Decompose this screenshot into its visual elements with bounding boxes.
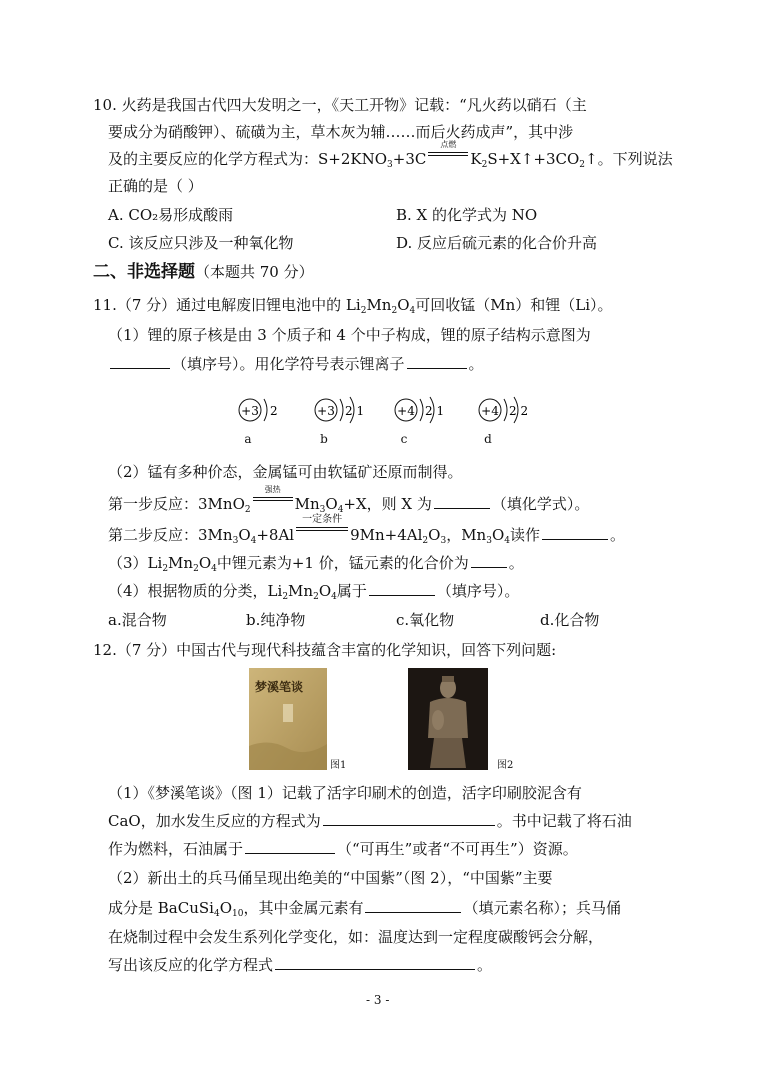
q11-choice-c: c.氧化物 [396,611,455,629]
section-heading: 二、非选择题（本题共 70 分） [93,262,314,282]
q12-p1-line2: CaO，加水发生反应的方程式为 。书中记载了将石油 [108,812,632,830]
svg-text:+4: +4 [481,404,499,418]
figure-1-caption: 图1 [330,760,347,771]
svg-text:+3: +3 [241,404,259,418]
svg-text:+3: +3 [317,404,335,418]
svg-text:+4: +4 [397,404,415,418]
atom-label-c: c [400,432,408,446]
q11-p1-line1: （1）锂的原子核是由 3 个质子和 4 个中子构成，锂的原子结构示意图为 [108,326,591,344]
svg-text:2 2: 2 2 [509,404,529,418]
svg-text:2 1: 2 1 [425,404,445,418]
atom-label-a: a [244,432,252,446]
figure-2-caption: 图2 [497,760,514,771]
q10-option-d: D. 反应后硫元素的化合价升高 [396,234,598,252]
atom-label-d: d [484,432,492,446]
atom-diagram-b [312,396,372,446]
q11-p1-line2: （填序号）。用化学符号表示锂离子 。 [108,354,484,374]
q11-choice-b: b.纯净物 [246,611,306,629]
q11-choice-a: a.混合物 [108,611,167,629]
figure-1-book-cover [249,668,327,774]
q10-line1: 10. 火药是我国古代四大发明之一，《天工开物》记载：“凡火药以硝石（主 [93,96,587,114]
book-title: 梦溪笔谈 [255,680,304,694]
q10-equation-line: 及的主要反应的化学方程式为：$S+2KNO_3+3C$ 点燃 $K_2S+X↑+3CO_2↑$。下列说法 [108,140,673,170]
q10-option-b: B. X 的化学式为 NO [396,206,538,224]
condition-arrow-strong-heat: 强热 [251,494,295,514]
q10-option-a: A. CO₂易形成酸雨 [108,206,234,224]
q12-stem: 12.（7 分）中国古代与现代科技蕴含丰富的化学知识，回答下列问题: [93,641,557,659]
q12-p2-line2: 成分是 $BaCuSi_4O_{10}$，其中金属元素有 （填元素名称）；兵马俑 [108,899,621,919]
q12-p1-line1: （1）《梦溪笔谈》（图 1）记载了活字印刷术的创造，活字印刷胶泥含有 [108,784,582,802]
condition-arrow: 点燃 [426,149,470,169]
q11-choice-d: d.化合物 [540,611,600,629]
q11-step2: 第二步反应：$3Mn_3O_4+8Al$ 一定条件 $9Mn+4Al_2O_3$，$Mn_3O_4$读作 。 [108,514,626,546]
q12-p2-line1: （2）新出土的兵马俑呈现出绝美的“中国紫”（图 2），“中国紫”主要 [108,869,553,887]
atom-diagram-a [236,396,286,446]
q10-line2: 要成分为硝酸钾）、硫磺为主，草木灰为辅……而后火药成声”，其中涉 [108,123,574,141]
q12-p2-line3: 在烧制过程中会发生系列化学变化，如：温度达到一定程度碳酸钙会分解， [108,928,604,946]
atom-diagram-d [476,396,536,446]
atom-label-b: b [320,432,328,446]
page-number: - 3 - [366,993,390,1007]
svg-text:2: 2 [270,404,278,418]
q10-line4: 正确的是（ ） [108,177,203,195]
q12-p2-line4: 写出该反应的化学方程式 。 [108,956,493,974]
q11-p3: $(3)Li_2Mn_2O_4$中锂元素为+1 价，锰元素的化合价为 。 [108,554,524,574]
atom-diagram-c [392,396,452,446]
q10-option-c: C. 该反应只涉及一种氧化物 [108,234,294,252]
q11-p2: （2）锰有多种价态，金属锰可由软锰矿还原而制得。 [108,463,463,481]
figure-2-terracotta-warrior [408,668,488,774]
condition-arrow-certain-conditions: 一定条件 [294,525,350,545]
q11-stem: 11.（7 分）通过电解废旧锂电池中的 $Li_2Mn_2O_4$可回收锰（Mn）和锂（Li）。 [93,296,613,316]
svg-text:2 1: 2 1 [345,404,365,418]
q12-p1-line3: 作为燃料，石油属于 （“可再生”或者“不可再生”）资源。 [108,840,578,858]
q11-step1: 第一步反应：3MnO$_2$ 强热 $Mn_3O_4+X$，则 X 为 （填化学式）。 [108,485,590,515]
q11-p4: （4）根据物质的分类，$Li_2Mn_2O_4$属于 （填序号）。 [108,582,520,602]
